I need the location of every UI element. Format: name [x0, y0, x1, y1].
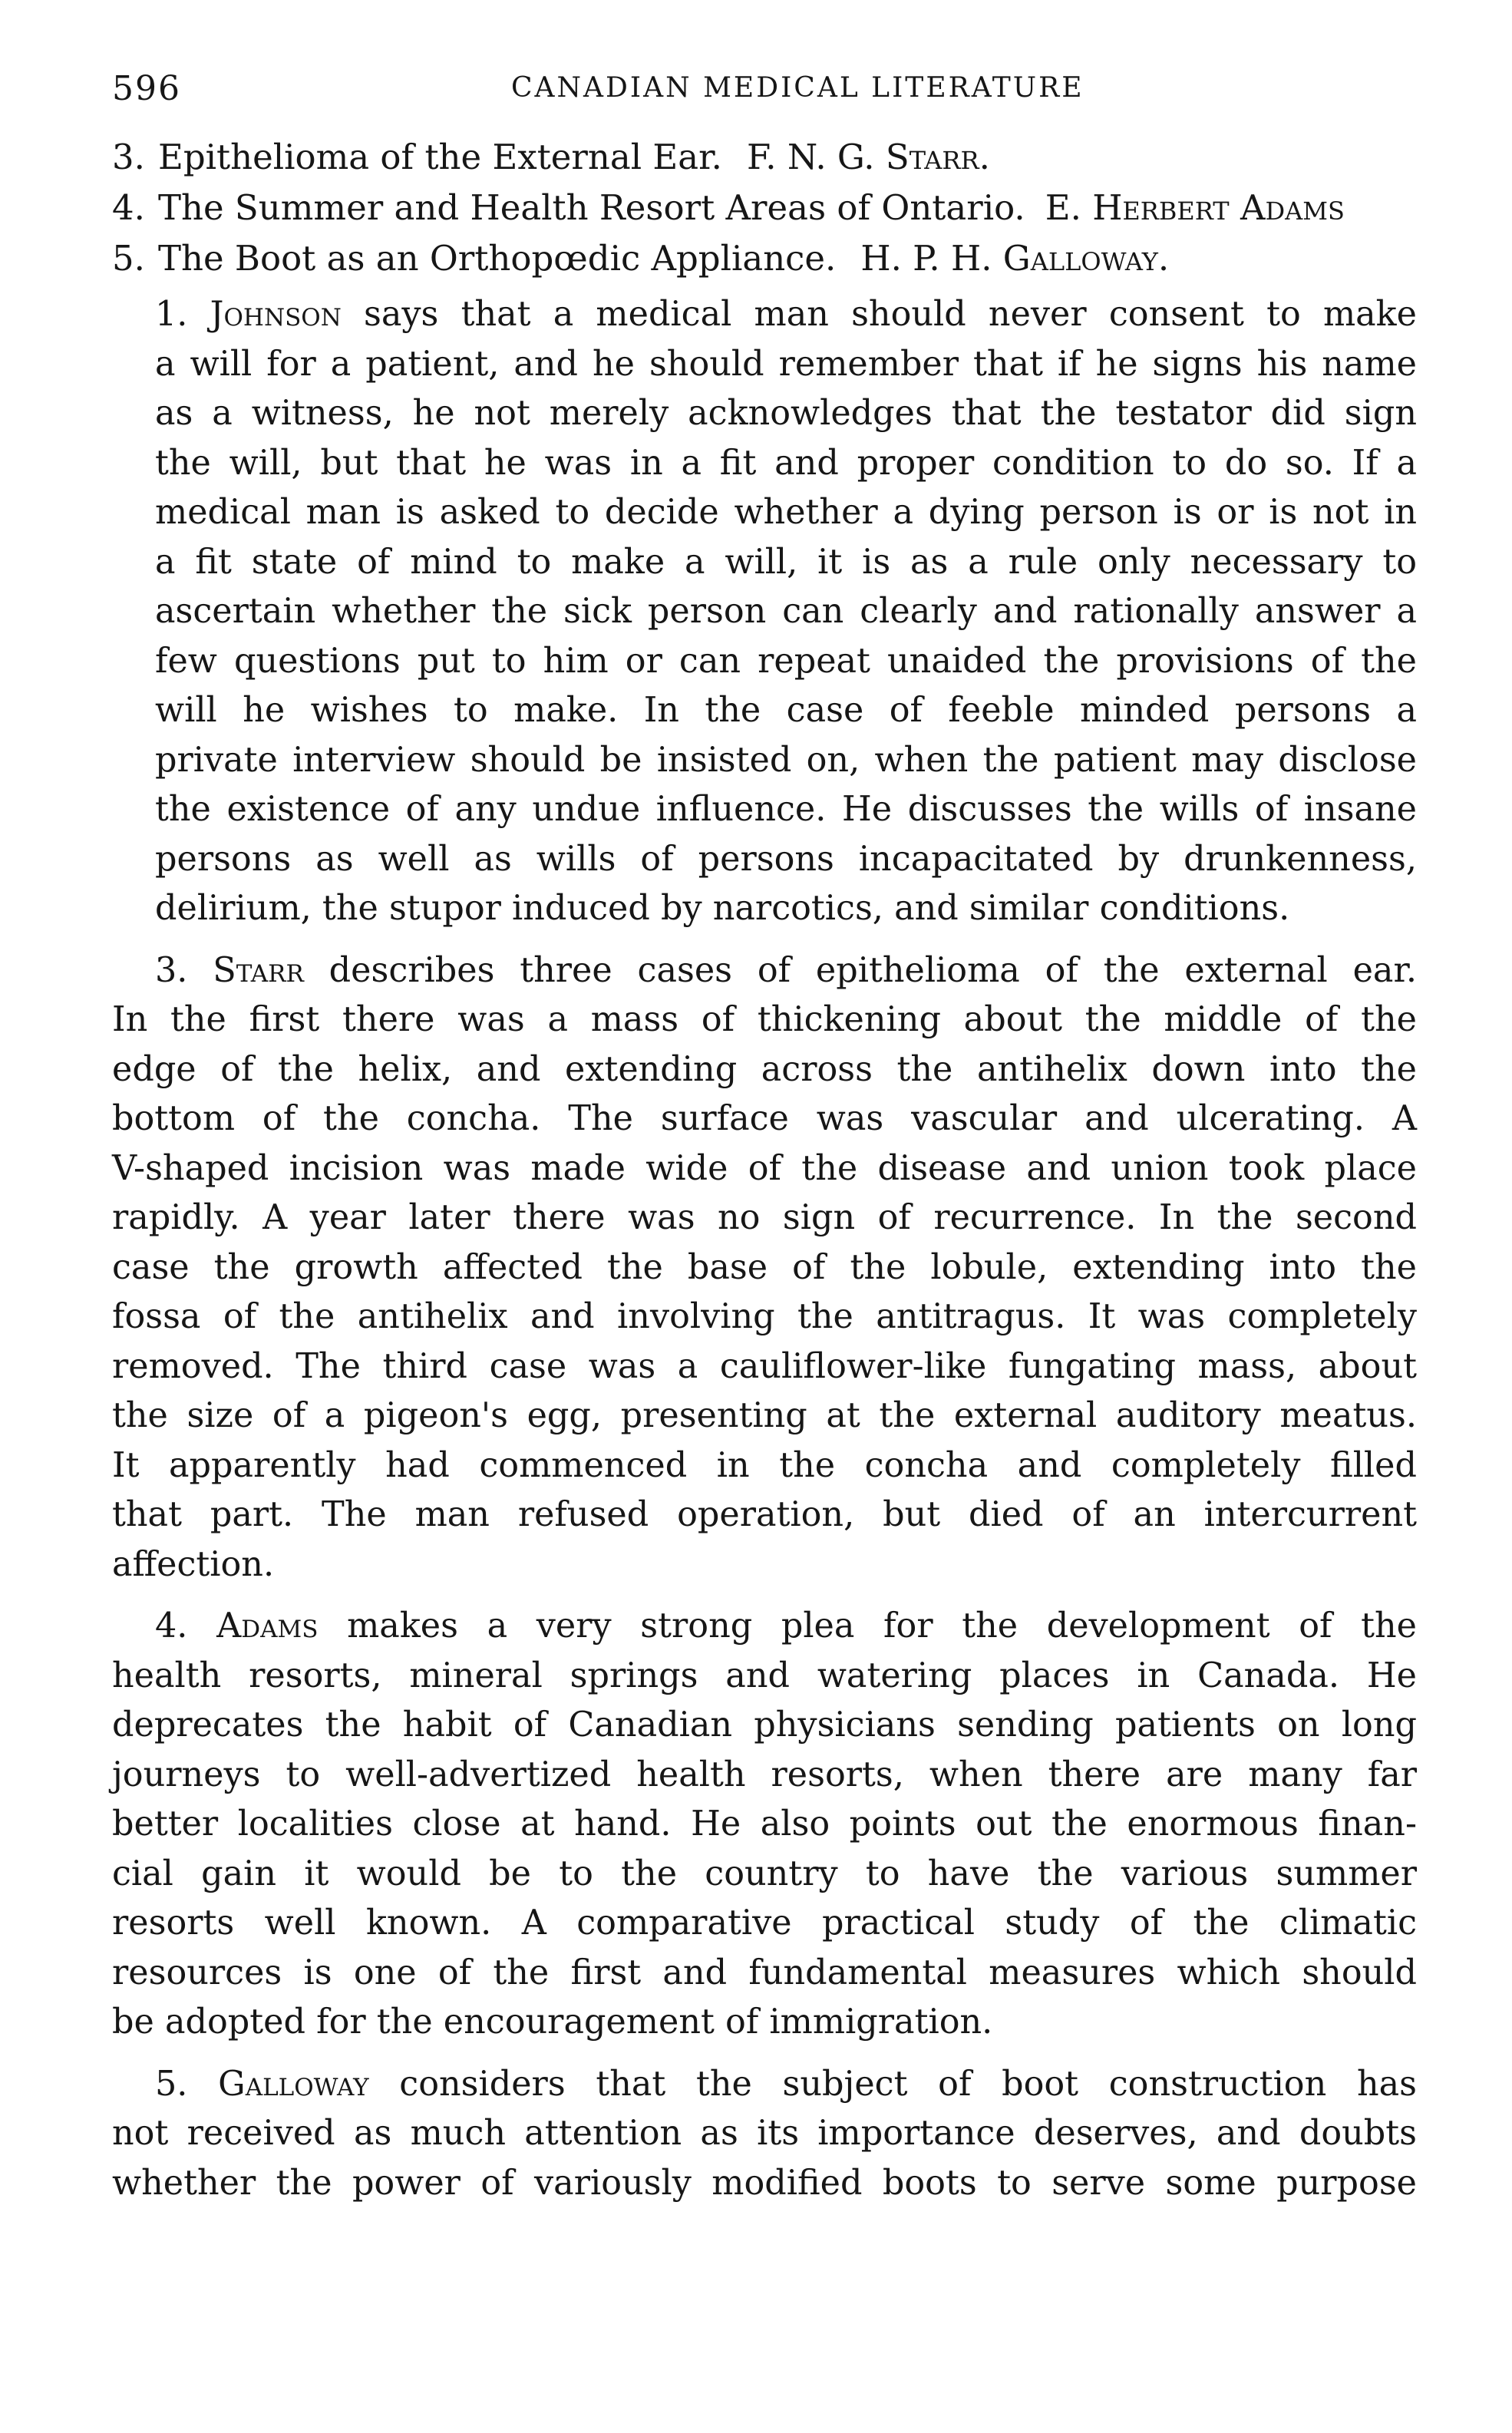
paragraph-number: 1. — [155, 295, 188, 334]
paragraph-adams — [112, 1602, 1417, 2048]
entry-number: 4. — [112, 187, 145, 228]
paragraph-number: 5. — [155, 2064, 188, 2104]
text-line — [112, 2060, 1417, 2110]
text-line: removed. The third case was a cauliflower-like fungating mass, about — [112, 1346, 1417, 1386]
text-line: persons as well as wills of persons incapacitated by drunkenness, — [155, 839, 1417, 879]
text-line: In the first there was a mass of thickening about the middle of the — [112, 1000, 1417, 1039]
text-line: fossa of the antihelix and involving the antitragus. It was completely — [112, 1297, 1417, 1336]
text-line: rapidly. A year later there was no sign of recurrence. In the second — [112, 1198, 1417, 1237]
paragraph-starr — [112, 946, 1417, 1590]
text-line: health resorts, mineral springs and watering places in Canada. He — [112, 1656, 1417, 1695]
running-head — [112, 69, 1417, 123]
paragraph-number: 4. — [155, 1606, 188, 1646]
author-name: Starr — [213, 950, 304, 990]
entry-author: F. N. G. Starr. — [747, 137, 990, 177]
author-name: Adams — [216, 1606, 319, 1646]
text-line: cial gain it would be to the country to have the various summer — [112, 1854, 1417, 1893]
text-line: a fit state of mind to make a will, it is as a rule only necessary to — [155, 542, 1417, 582]
text-line: It apparently had commenced in the concha and completely filled — [112, 1445, 1417, 1485]
text-line: bottom of the concha. The surface was vascular and ulcerating. A — [112, 1099, 1417, 1138]
entry-author: E. Herbert Adams — [1045, 187, 1345, 228]
text-line — [112, 1602, 1417, 1652]
text-line: resorts well known. A comparative practical study of the climatic — [112, 1903, 1417, 1943]
paragraph-galloway — [112, 2060, 1417, 2209]
article-list — [112, 132, 1417, 284]
text-line — [112, 290, 1417, 340]
text-line: case the growth affected the base of the lobule, extending into the — [112, 1247, 1417, 1287]
paragraph-number: 3. — [155, 950, 188, 990]
entry-number: 3. — [112, 137, 145, 177]
text-line: delirium, the stupor induced by narcotics, and similar conditions. — [155, 889, 1290, 928]
article-entry-4 — [112, 183, 1417, 233]
entry-title: The Boot as an Orthopœdic Appliance. — [158, 238, 837, 279]
page-number: 596 — [112, 69, 181, 108]
author-name: Galloway — [218, 2064, 369, 2104]
text-line: medical man is asked to decide whether a dying person is or is not in — [155, 493, 1417, 532]
text-line: that part. The man refused operation, but died of an intercurrent — [112, 1495, 1417, 1534]
paragraph-johnson — [112, 290, 1417, 934]
text-line: private interview should be insisted on, when the patient may disclose — [155, 740, 1417, 780]
text-line: whether the power of variously modified boots to serve some purpose — [112, 2163, 1417, 2203]
author-name: Johnson — [210, 295, 342, 334]
text-line: be adopted for the encouragement of immigration. — [112, 2002, 993, 2042]
text-line: not received as much attention as its importance deserves, and doubts — [112, 2114, 1417, 2153]
text-line: the existence of any undue influence. He discusses the wills of insane — [155, 790, 1417, 829]
text-line: deprecates the habit of Canadian physicians sending patients on long — [112, 1705, 1417, 1745]
line-text: describes three cases of epithelioma of the external ear. — [328, 950, 1417, 990]
line-text: considers that the subject of boot construction has — [399, 2064, 1417, 2104]
entry-title: Epithelioma of the External Ear. — [158, 137, 722, 177]
entry-number: 5. — [112, 238, 145, 279]
text-line: the size of a pigeon's egg, presenting at the external auditory meatus. — [112, 1396, 1417, 1435]
text-line: better localities close at hand. He also points out the enormous finan- — [112, 1804, 1417, 1844]
entry-author: H. P. H. Galloway. — [860, 238, 1170, 279]
text-line: will he wishes to make. In the case of feeble minded persons a — [155, 691, 1417, 730]
running-title: CANADIAN MEDICAL LITERATURE — [511, 72, 1084, 104]
text-line: the will, but that he was in a fit and proper condition to do so. If a — [155, 443, 1417, 483]
line-text: says that a medical man should never consent to make — [364, 295, 1417, 334]
text-line: as a witness, he not merely acknowledges that the testator did sign — [155, 394, 1417, 433]
text-line: a will for a patient, and he should remember that if he signs his name — [155, 344, 1417, 384]
text-line: affection. — [112, 1544, 275, 1584]
article-entry-5 — [112, 233, 1417, 284]
book-page — [112, 69, 1417, 2208]
text-line: edge of the helix, and extending across the antihelix down into the — [112, 1049, 1417, 1089]
text-line: V-shaped incision was made wide of the disease and union took place — [112, 1148, 1417, 1188]
article-entry-3 — [112, 132, 1417, 183]
text-line: journeys to well-advertized health resorts, when there are many far — [112, 1755, 1417, 1794]
text-line — [112, 946, 1417, 996]
entry-title: The Summer and Health Resort Areas of Ontario. — [158, 187, 1025, 228]
text-line: resources is one of the first and fundamental measures which should — [112, 1953, 1417, 1992]
line-text: makes a very strong plea for the development of the — [347, 1606, 1417, 1646]
text-line: ascertain whether the sick person can clearly and rationally answer a — [155, 592, 1417, 631]
text-line: few questions put to him or can repeat unaided the provisions of the — [155, 641, 1417, 681]
